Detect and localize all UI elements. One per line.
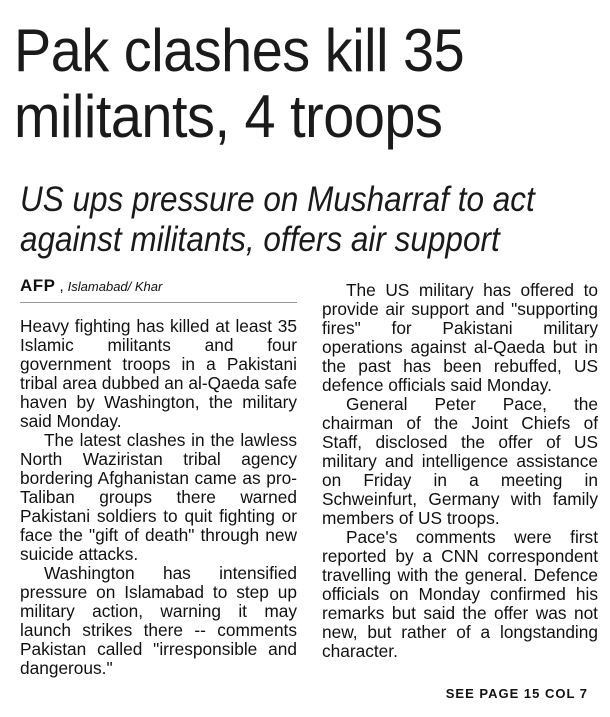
subheadline: US ups pressure on Musharraf to act against militants, offers air support bbox=[20, 180, 535, 259]
byline-separator: , bbox=[59, 278, 64, 295]
paragraph: Heavy fighting has killed at least 35 Islamic militants and four government troops in a Pakistani tribal area dubbed an al-Qaeda safe haven by Washington, the military said Monday. bbox=[20, 316, 297, 431]
headline: Pak clashes kill 35 militants, 4 troops bbox=[14, 17, 465, 150]
continuation-note: SEE PAGE 15 COL 7 bbox=[445, 686, 588, 701]
paragraph: Pace's comments were first reported by a CNN correspondent travelling with the general. Defence officials on Monday confirmed his remarks but said the offer was not new, but rather of a longstanding character. bbox=[322, 527, 598, 661]
byline-agency: AFP bbox=[20, 276, 56, 295]
byline bbox=[20, 276, 297, 303]
paragraph: Washington has intensified pressure on Islamabad to step up military action, warning it may launch strikes there -- comments Pakistan called "irresponsible and dangerous." bbox=[20, 563, 297, 678]
paragraph: General Peter Pace, the chairman of the Joint Chiefs of Staff, disclosed the offer of US military and intelligence assistance on Friday in a meeting in Schweinfurt, Germany with family members of US troops. bbox=[322, 394, 598, 528]
byline-location: Islamabad/ Khar bbox=[67, 279, 163, 294]
paragraph: The US military has offered to provide air support and "supporting fires" for Pakistani military operations against al-Qaeda but in the past has been rebuffed, US defence officials said Monday. bbox=[322, 280, 598, 395]
right-column bbox=[322, 281, 598, 661]
paragraph: The latest clashes in the lawless North Waziristan tribal agency bordering Afghanistan came as pro-Taliban groups there warned Pakistani soldiers to quit fighting or face the "gift of death" through new suicide attacks. bbox=[20, 430, 297, 564]
left-column bbox=[20, 276, 297, 678]
